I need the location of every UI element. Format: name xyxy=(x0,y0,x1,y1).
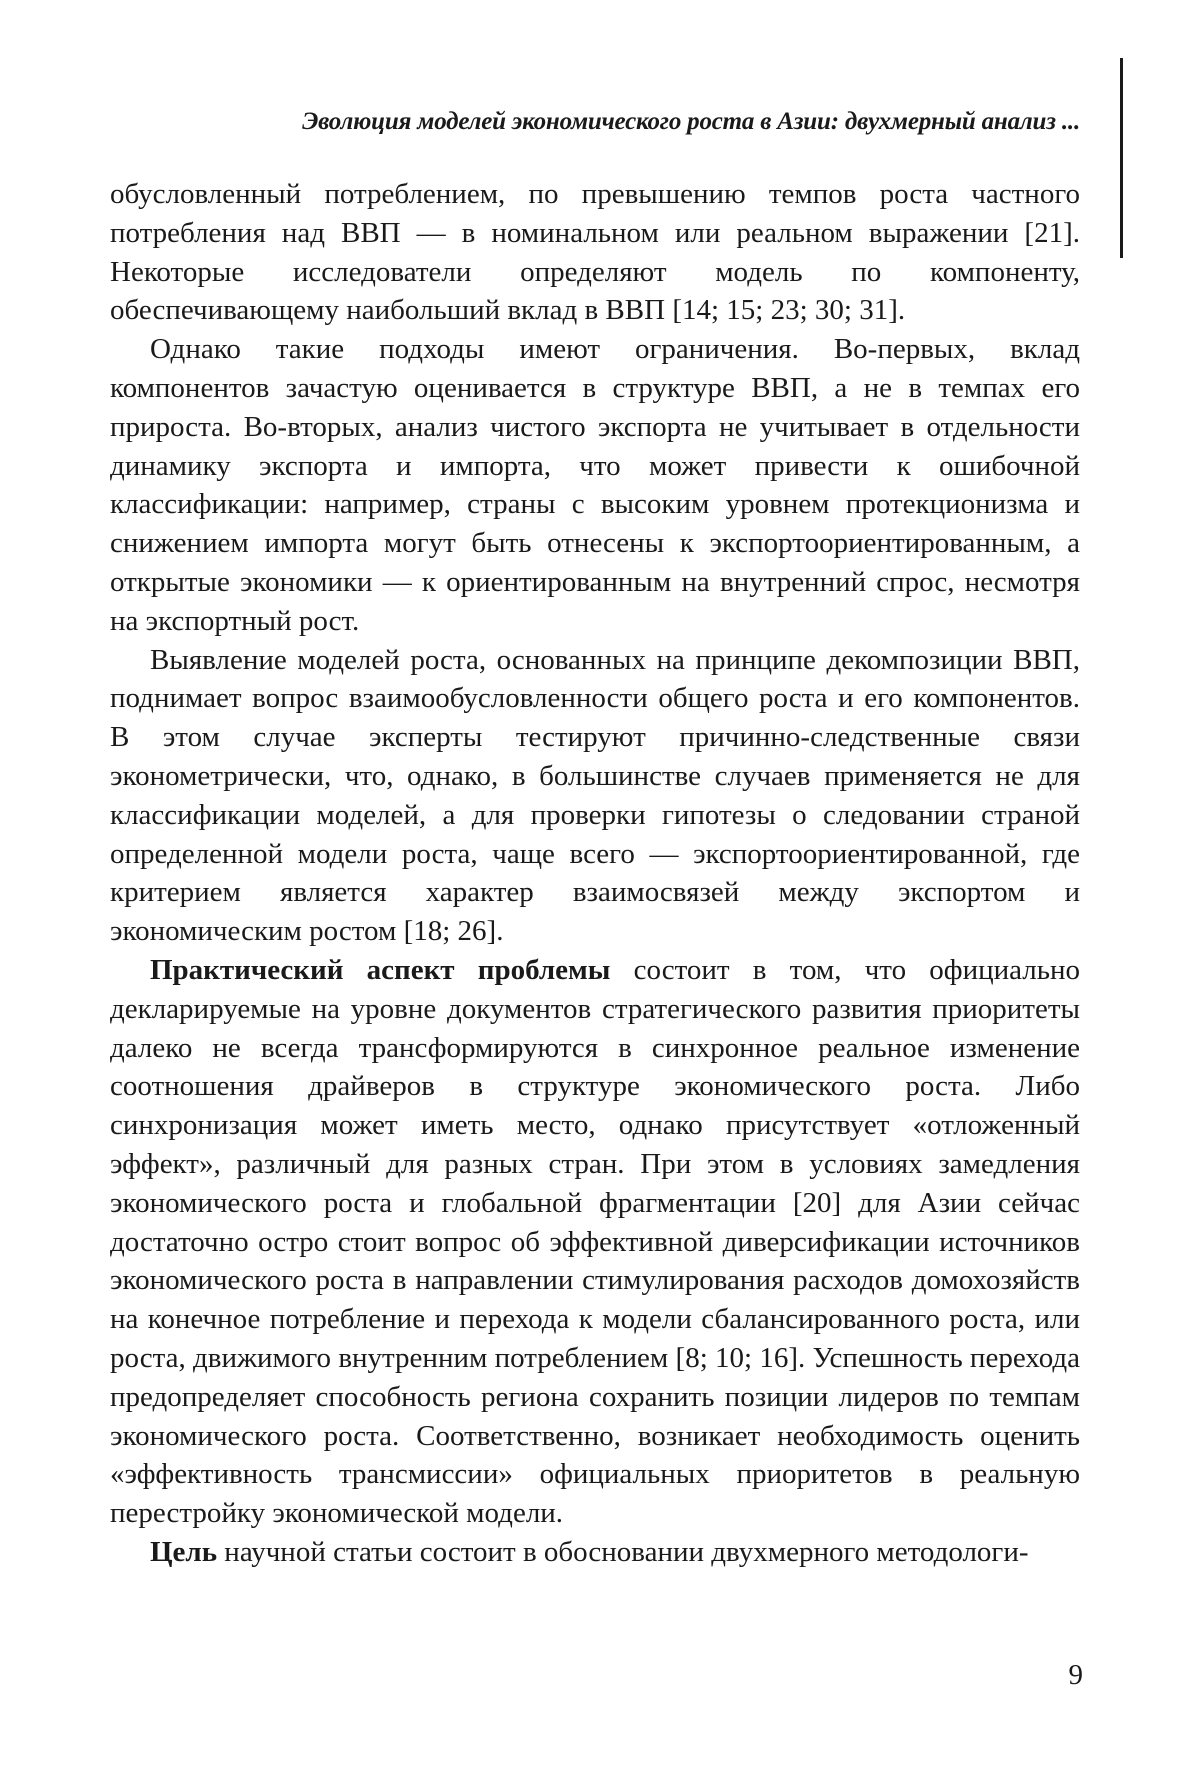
page-number: 9 xyxy=(1069,1658,1084,1692)
paragraph-5 xyxy=(110,1533,1080,1572)
paragraph-4 xyxy=(110,951,1080,1533)
paragraph-3-text: Выявление моделей роста, основанных на принципе декомпозиции ВВП, поднимает вопрос взаимообусловленности общего роста и его компонентов. В этом случае эксперты тестируют причинно-следственные связи эконометрически, что, однако, в большинстве случаев применяется не для классификации моделей, а для проверки гипотезы о следовании страной определенной модели роста, чаще всего — экспортоориентированной, где критерием является характер взаимосвязей между экспортом и экономическим ростом [18; 26]. xyxy=(110,644,1080,948)
body-text xyxy=(110,175,1080,1572)
paragraph-1 xyxy=(110,175,1080,330)
paragraph-4-text: состоит в том, что официально декларируемые на уровне документов стратегического развития приоритеты далеко не всегда трансформируются в синхронное реальное изменение соотношения драйверов в структуре экономического роста. Либо синхронизация может иметь место, однако присутствует «отложенный эффект», различный для разных стран. При этом в условиях замедления экономического роста и глобальной фрагментации [20] для Азии сейчас достаточно остро стоит вопрос об эффективной диверсификации источников экономического роста в направлении стимулирования расходов домохозяйств на конечное потребление и перехода к модели сбалансированного роста, или роста, движимого внутренним потреблением [8; 10; 16]. Успешность перехода предопределяет способность региона сохранить позиции лидеров по темпам экономического роста. Соответственно, возникает необходимость оценить «эффективность трансмиссии» официальных приоритетов в реальную перестройку экономической модели. xyxy=(110,954,1080,1529)
paragraph-1-text: обусловленный потреблением, по превышению темпов роста частного потребления над ВВП — в номинальном или реальном выражении [21]. Некоторые исследователи определяют модель по компоненту, обеспечивающему наибольший вклад в ВВП [14; 15; 23; 30; 31]. xyxy=(110,178,1080,326)
paragraph-2-text: Однако такие подходы имеют ограничения. Во-первых, вклад компонентов зачастую оценивается в структуре ВВП, а не в темпах его прироста. Во-вторых, анализ чистого экспорта не учитывает в отдельности динамику экспорта и импорта, что может привести к ошибочной классификации: например, страны с высоким уровнем протекционизма и снижением импорта могут быть отнесены к экспортоориентированным, а открытые экономики — к ориентированным на внутренний спрос, несмотря на экспортный рост. xyxy=(110,333,1080,637)
paragraph-2 xyxy=(110,330,1080,640)
paragraph-5-text: научной статьи состоит в обосновании двухмерного методологи- xyxy=(217,1536,1028,1568)
paragraph-5-lead: Цель xyxy=(150,1536,217,1568)
paragraph-3 xyxy=(110,641,1080,951)
running-header: Эволюция моделей экономического роста в Азии: двухмерный анализ ... xyxy=(110,106,1080,138)
paragraph-4-lead: Практический аспект проблемы xyxy=(150,954,610,986)
margin-rule xyxy=(1120,58,1123,258)
